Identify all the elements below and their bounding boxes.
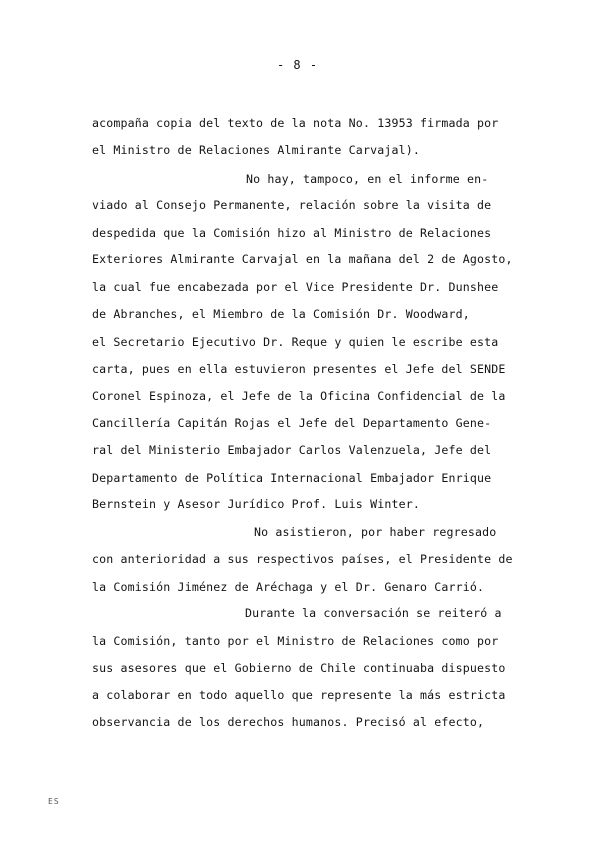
text-line: de Abranches, el Miembro de la Comisión Dr. Woodward, — [92, 307, 470, 321]
text-line: Departamento de Política Internacional Embajador Enrique — [92, 471, 492, 485]
text-line: con anterioridad a sus respectivos países, el Presidente de — [92, 552, 513, 566]
text-line: Cancillería Capitán Rojas el Jefe del Departamento Gene- — [92, 416, 492, 430]
text-line: No hay, tampoco, en el informe en- — [246, 172, 489, 186]
text-line: la Comisión Jiménez de Aréchaga y el Dr. Genaro Carrió. — [92, 580, 485, 594]
text-line: Coronel Espinoza, el Jefe de la Oficina Confidencial de la — [92, 389, 506, 403]
text-line: Bernstein y Asesor Jurídico Prof. Luis Winter. — [92, 497, 420, 511]
text-line: el Secretario Ejecutivo Dr. Reque y quien le escribe esta — [92, 335, 499, 349]
text-line: Durante la conversación se reiteró a — [245, 606, 502, 620]
text-line: despedida que la Comisión hizo al Ministro de Relaciones — [92, 226, 492, 240]
text-line: carta, pues en ella estuvieron presentes el Jefe del SENDE — [92, 362, 506, 376]
text-line: la cual fue encabezada por el Vice Presidente Dr. Dunshee — [92, 280, 499, 294]
page-number: - 8 - — [276, 58, 319, 72]
text-line: ral del Ministerio Embajador Carlos Valenzuela, Jefe del — [92, 443, 492, 457]
scan-footer-mark: ES — [48, 797, 60, 806]
text-line: la Comisión, tanto por el Ministro de Relaciones como por — [92, 634, 499, 648]
text-line: el Ministro de Relaciones Almirante Carvajal). — [92, 143, 420, 157]
text-line: sus asesores que el Gobierno de Chile continuaba dispuesto — [92, 661, 506, 675]
text-line: a colaborar en todo aquello que represente la más estricta — [92, 688, 506, 702]
text-line: acompaña copia del texto de la nota No. 13953 firmada por — [92, 116, 499, 130]
text-line: No asistieron, por haber regresado — [254, 525, 497, 539]
text-line: Exteriores Almirante Carvajal en la mañana del 2 de Agosto, — [92, 252, 513, 266]
text-line: observancia de los derechos humanos. Precisó al efecto, — [92, 715, 485, 729]
text-line: viado al Consejo Permanente, relación sobre la visita de — [92, 198, 492, 212]
